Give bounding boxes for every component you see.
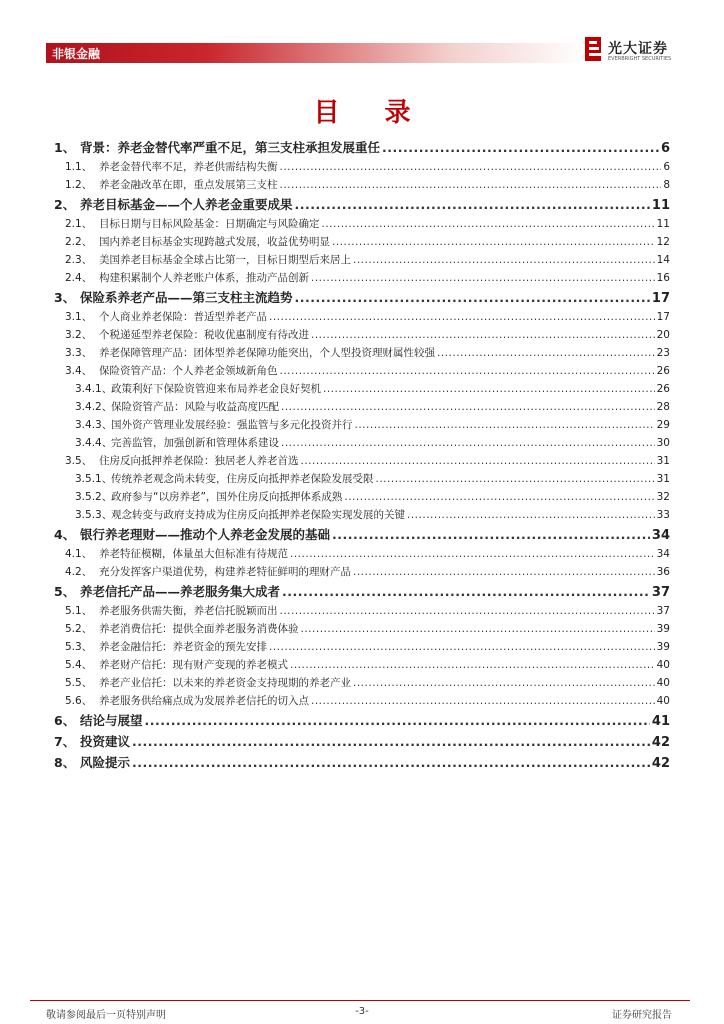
toc-entry[interactable] bbox=[54, 381, 670, 399]
toc-entry-title: 背景：养老金替代率严重不足，第三支柱承担发展重任 bbox=[80, 140, 381, 155]
toc-entry[interactable] bbox=[54, 417, 670, 435]
toc-entry-number: 5.2、 bbox=[65, 623, 93, 635]
toc-entry[interactable] bbox=[54, 453, 670, 471]
toc-entry-title: 养老保障管理产品：团体型养老保障功能突出，个人型投资理财属性较强 bbox=[99, 347, 435, 359]
toc-entry-title: 养老消费信托：提供全面养老服务消费体验 bbox=[99, 623, 299, 635]
toc-leader-dots bbox=[145, 713, 650, 728]
toc-entry[interactable] bbox=[54, 309, 670, 327]
toc-entry-title: 保险资管产品：风险与收益高度匹配 bbox=[111, 401, 279, 413]
toc-entry-title: 保险资管产品：个人养老金领域新角色 bbox=[99, 365, 278, 377]
toc-leader-dots bbox=[376, 473, 655, 485]
toc-entry[interactable] bbox=[54, 270, 670, 288]
toc-entry[interactable] bbox=[54, 195, 670, 216]
toc-entry-page: 33 bbox=[656, 509, 670, 521]
toc-leader-dots bbox=[407, 509, 655, 521]
toc-entry-number: 2.2、 bbox=[65, 236, 93, 248]
toc-entry-page: 8 bbox=[663, 179, 670, 191]
toc-entry-title: 结论与展望 bbox=[80, 713, 143, 728]
toc-entry-number: 2、 bbox=[54, 197, 76, 212]
toc-entry[interactable] bbox=[54, 711, 670, 732]
toc-leader-dots bbox=[301, 623, 655, 635]
toc-entry-title: 养老目标基金——个人养老金重要成果 bbox=[80, 197, 293, 212]
toc-leader-dots bbox=[280, 605, 655, 617]
toc-entry-title: 美国养老目标基金全球占比第一，目标日期型后来居上 bbox=[99, 254, 351, 266]
toc-entry-title: 养老服务供给痛点成为发展养老信托的切入点 bbox=[99, 695, 309, 707]
toc-entry-number: 6、 bbox=[54, 713, 76, 728]
toc-entry[interactable] bbox=[54, 435, 670, 453]
toc-entry-page: 34 bbox=[656, 548, 670, 560]
toc-entry-title: 投资建议 bbox=[80, 734, 131, 749]
toc-entry-title: 充分发挥客户渠道优势，构建养老特征鲜明的理财产品 bbox=[99, 566, 351, 578]
toc-leader-dots bbox=[332, 527, 650, 542]
toc-leader-dots bbox=[311, 272, 655, 284]
toc-entry-title: 传统养老观念尚未转变，住房反向抵押养老保险发展受限 bbox=[111, 473, 374, 485]
toc-entry-number: 8、 bbox=[54, 755, 76, 770]
toc-entry-number: 3.5.3、 bbox=[75, 509, 113, 521]
toc-entry-page: 32 bbox=[656, 491, 670, 503]
toc-entry-page: 26 bbox=[656, 383, 670, 395]
toc-entry-page: 40 bbox=[656, 659, 670, 671]
toc-leader-dots bbox=[280, 365, 655, 377]
toc-entry-title: 养老产业信托：以未来的养老资金支持现期的养老产业 bbox=[99, 677, 351, 689]
toc-entry[interactable] bbox=[54, 693, 670, 711]
toc-entry-title: 养老特征模糊，体量虽大但标准有待规范 bbox=[99, 548, 288, 560]
toc-entry-number: 1、 bbox=[54, 140, 76, 155]
toc-leader-dots bbox=[353, 254, 655, 266]
toc-entry-page: 23 bbox=[656, 347, 670, 359]
toc-entry-page: 16 bbox=[656, 272, 670, 284]
toc-entry-page: 26 bbox=[656, 365, 670, 377]
toc-leader-dots bbox=[437, 347, 655, 359]
section-tag bbox=[46, 43, 586, 63]
page-title: 目 录 bbox=[313, 98, 429, 128]
toc-entry-title: 国内养老目标基金实现跨越式发展，收益优势明显 bbox=[99, 236, 330, 248]
toc-entry-page: 42 bbox=[651, 735, 670, 750]
toc-entry-number: 3、 bbox=[54, 290, 76, 305]
toc-entry-page: 14 bbox=[656, 254, 670, 266]
toc-entry[interactable] bbox=[54, 177, 670, 195]
toc-leader-dots bbox=[281, 437, 655, 449]
toc-leader-dots bbox=[332, 236, 655, 248]
toc-entry-title: 养老金替代率不足，养老供需结构失衡 bbox=[99, 161, 278, 173]
toc-entry-page: 17 bbox=[651, 291, 670, 306]
toc-entry-title: 养老信托产品——养老服务集大成者 bbox=[80, 584, 281, 599]
toc-entry-title: 个人商业养老保险：普适型养老产品 bbox=[99, 311, 267, 323]
toc-entry-page: 6 bbox=[663, 161, 670, 173]
toc-entry-number: 3.5、 bbox=[65, 455, 93, 467]
toc-entry-title: 目标日期与目标风险基金：日期确定与风险确定 bbox=[99, 218, 320, 230]
toc-leader-dots bbox=[353, 566, 655, 578]
toc-entry-title: 风险提示 bbox=[80, 755, 131, 770]
toc-leader-dots bbox=[382, 140, 659, 155]
toc-entry-title: 养老财产信托：现有财产变现的养老模式 bbox=[99, 659, 288, 671]
everbright-logo-icon bbox=[583, 36, 605, 62]
section-tag-label: 非银金融 bbox=[52, 47, 101, 61]
logo-chinese-name: 光大证券 bbox=[608, 41, 668, 57]
toc-leader-dots bbox=[311, 695, 655, 707]
toc-entry-title: 养老金融改革在即，重点发展第三支柱 bbox=[99, 179, 278, 191]
toc-entry[interactable] bbox=[54, 159, 670, 177]
toc-entry-page: 11 bbox=[656, 218, 670, 230]
toc-entry-page: 37 bbox=[656, 605, 670, 617]
toc-entry-title: 住房反向抵押养老保险：独居老人养老首选 bbox=[99, 455, 299, 467]
toc-entry-page: 36 bbox=[656, 566, 670, 578]
toc-leader-dots bbox=[353, 677, 655, 689]
toc-leader-dots bbox=[290, 548, 655, 560]
toc-entry-number: 3.4.1、 bbox=[75, 383, 113, 395]
toc-entry-number: 3.5.2、 bbox=[75, 491, 113, 503]
toc-entry-number: 5.3、 bbox=[65, 641, 93, 653]
toc-entry-number: 4.2、 bbox=[65, 566, 93, 578]
toc-entry[interactable] bbox=[54, 216, 670, 234]
toc-entry-page: 39 bbox=[656, 641, 670, 653]
toc-entry-number: 2.3、 bbox=[65, 254, 93, 266]
toc-entry[interactable] bbox=[54, 525, 670, 546]
toc-entry-page: 40 bbox=[656, 677, 670, 689]
toc-entry-number: 2.4、 bbox=[65, 272, 93, 284]
toc-entry-page: 40 bbox=[656, 695, 670, 707]
toc-entry-title: 政府参与“以房养老”，国外住房反向抵押体系成熟 bbox=[111, 491, 343, 503]
toc-entry[interactable] bbox=[54, 621, 670, 639]
toc-entry-number: 3.2、 bbox=[65, 329, 93, 341]
everbright-logo bbox=[583, 36, 683, 66]
footer-page-number: -3- bbox=[355, 1006, 369, 1017]
toc-entry[interactable] bbox=[54, 288, 670, 309]
toc-entry[interactable] bbox=[54, 753, 670, 774]
toc-leader-dots bbox=[290, 659, 655, 671]
toc-leader-dots bbox=[132, 734, 650, 749]
footer-disclaimer: 敬请参阅最后一页特别声明 bbox=[46, 1010, 166, 1021]
toc-entry-page: 11 bbox=[651, 198, 670, 213]
toc-leader-dots bbox=[323, 383, 655, 395]
page-header bbox=[0, 0, 724, 70]
toc-entry-number: 1.2、 bbox=[65, 179, 93, 191]
toc-leader-dots bbox=[322, 218, 655, 230]
toc-entry-page: 29 bbox=[656, 419, 670, 431]
toc-entry[interactable] bbox=[54, 363, 670, 381]
toc-entry-number: 3.3、 bbox=[65, 347, 93, 359]
toc-entry[interactable] bbox=[54, 639, 670, 657]
toc-entry-page: 30 bbox=[656, 437, 670, 449]
toc-entry[interactable] bbox=[54, 345, 670, 363]
toc-entry-page: 31 bbox=[656, 473, 670, 485]
toc-entry-number: 3.5.1、 bbox=[75, 473, 113, 485]
toc-entry-page: 37 bbox=[651, 585, 670, 600]
table-of-contents bbox=[54, 138, 670, 774]
toc-entry-page: 17 bbox=[656, 311, 670, 323]
toc-entry-number: 3.4、 bbox=[65, 365, 93, 377]
toc-entry-title: 完善监管，加强创新和管理体系建设 bbox=[111, 437, 279, 449]
toc-entry[interactable] bbox=[54, 471, 670, 489]
toc-leader-dots bbox=[344, 491, 654, 503]
toc-entry-title: 个税递延型养老保险：税收优惠制度有待改进 bbox=[99, 329, 309, 341]
toc-entry[interactable] bbox=[54, 399, 670, 417]
toc-entry-page: 34 bbox=[651, 528, 670, 543]
toc-entry-number: 4、 bbox=[54, 527, 76, 542]
toc-entry-title: 银行养老理财——推动个人养老金发展的基础 bbox=[80, 527, 331, 542]
toc-entry-number: 5.5、 bbox=[65, 677, 93, 689]
toc-entry[interactable] bbox=[54, 234, 670, 252]
toc-leader-dots bbox=[301, 455, 655, 467]
toc-entry-title: 国外资产管理业发展经验：强监管与多元化投资并行 bbox=[111, 419, 353, 431]
toc-entry[interactable] bbox=[54, 546, 670, 564]
toc-entry-number: 7、 bbox=[54, 734, 76, 749]
toc-entry-number: 5.1、 bbox=[65, 605, 93, 617]
toc-entry-number: 3.4.4、 bbox=[75, 437, 113, 449]
toc-leader-dots bbox=[295, 197, 650, 212]
toc-leader-dots bbox=[311, 329, 655, 341]
toc-entry-number: 1.1、 bbox=[65, 161, 93, 173]
toc-entry-number: 4.1、 bbox=[65, 548, 93, 560]
toc-entry-title: 政策利好下保险资管迎来布局养老金良好契机 bbox=[111, 383, 321, 395]
toc-entry-page: 6 bbox=[660, 141, 670, 156]
toc-entry-number: 3.1、 bbox=[65, 311, 93, 323]
toc-entry-number: 2.1、 bbox=[65, 218, 93, 230]
toc-entry[interactable] bbox=[54, 603, 670, 621]
toc-leader-dots bbox=[269, 311, 655, 323]
toc-entry-number: 5.6、 bbox=[65, 695, 93, 707]
toc-leader-dots bbox=[280, 161, 662, 173]
toc-entry-title: 保险系养老产品——第三支柱主流趋势 bbox=[80, 290, 293, 305]
toc-entry-page: 42 bbox=[651, 756, 670, 771]
toc-leader-dots bbox=[269, 641, 655, 653]
footer-divider bbox=[30, 1000, 690, 1001]
toc-leader-dots bbox=[295, 290, 650, 305]
toc-leader-dots bbox=[132, 755, 650, 770]
footer-report-type: 证券研究报告 bbox=[612, 1010, 672, 1021]
toc-entry[interactable] bbox=[54, 252, 670, 270]
toc-entry[interactable] bbox=[54, 675, 670, 693]
toc-entry-number: 3.4.2、 bbox=[75, 401, 113, 413]
toc-entry-page: 39 bbox=[656, 623, 670, 635]
toc-entry-page: 20 bbox=[656, 329, 670, 341]
toc-entry-title: 构建积累制个人养老账户体系，推动产品创新 bbox=[99, 272, 309, 284]
toc-entry[interactable] bbox=[54, 327, 670, 345]
toc-entry-title: 养老服务供需失衡，养老信托脱颖而出 bbox=[99, 605, 278, 617]
toc-entry[interactable] bbox=[54, 582, 670, 603]
toc-entry[interactable] bbox=[54, 489, 670, 507]
toc-entry[interactable] bbox=[54, 138, 670, 159]
toc-entry-page: 31 bbox=[656, 455, 670, 467]
toc-entry[interactable] bbox=[54, 564, 670, 582]
toc-leader-dots bbox=[355, 419, 655, 431]
toc-entry-title: 养老金融信托：养老资金的预先安排 bbox=[99, 641, 267, 653]
toc-leader-dots bbox=[282, 584, 650, 599]
toc-entry[interactable] bbox=[54, 657, 670, 675]
toc-leader-dots bbox=[280, 179, 662, 191]
logo-english-name: EVERBRIGHT SECURITIES bbox=[608, 56, 672, 62]
toc-entry[interactable] bbox=[54, 507, 670, 525]
toc-entry-number: 3.4.3、 bbox=[75, 419, 113, 431]
toc-entry-page: 28 bbox=[656, 401, 670, 413]
toc-leader-dots bbox=[281, 401, 655, 413]
toc-entry[interactable] bbox=[54, 732, 670, 753]
toc-entry-number: 5、 bbox=[54, 584, 76, 599]
toc-entry-page: 41 bbox=[651, 714, 670, 729]
toc-entry-title: 观念转变与政府支持成为住房反向抵押养老保险实现发展的关键 bbox=[111, 509, 405, 521]
toc-entry-number: 5.4、 bbox=[65, 659, 93, 671]
toc-entry-page: 12 bbox=[656, 236, 670, 248]
